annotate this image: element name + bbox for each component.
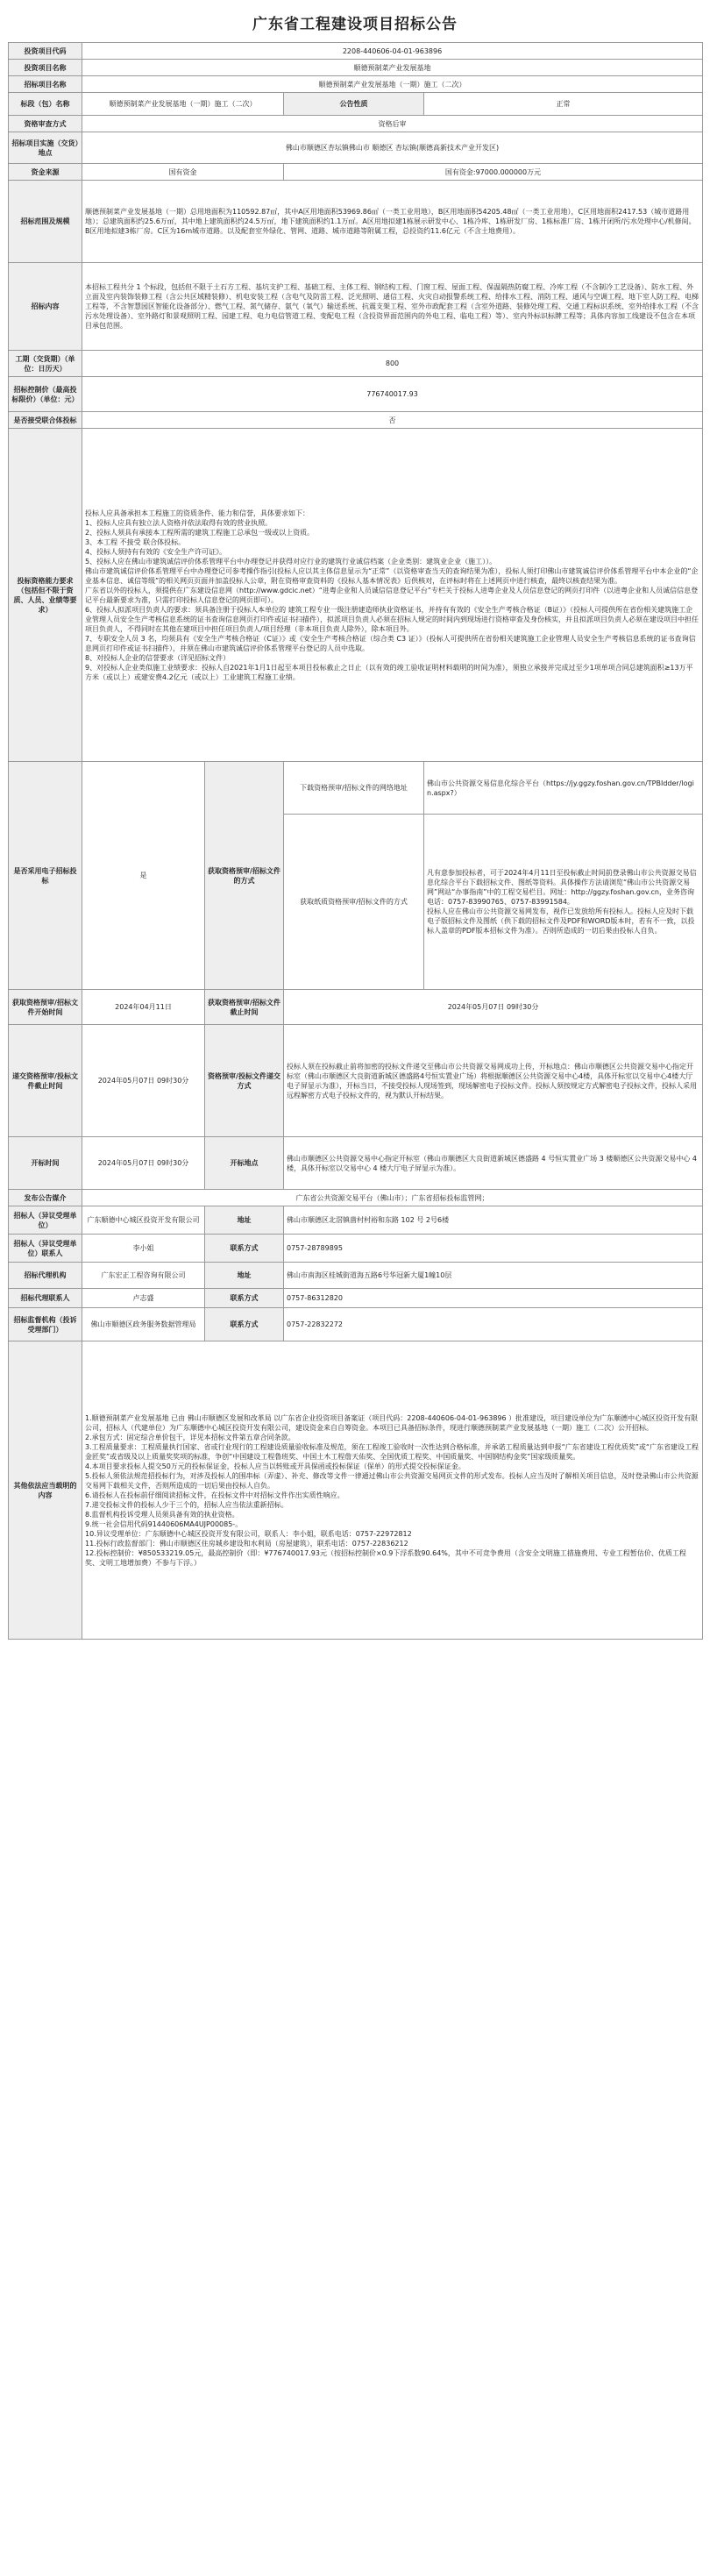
row-review-method — [9, 116, 703, 132]
tender-info-table — [8, 42, 703, 1640]
submission-deadline-value: 2024年05月07日 09时30分 — [82, 1025, 205, 1137]
qualification-value: 投标人应具备承担本工程施工的资质条件、能力和信誉，具体要求如下： 1、投标人应具有独立法人资格并依法取得有效的营业执照。 2、投标人须具有承接本工程所需的建筑工程施工总承包一级或以上资质。 3、本工程 不接受 联合体投标。 4、投标人须持有有效的《安全生产许可证》。 5、投标人应在佛山市建筑诚信评价体系管理平台中办理登记并获得对应行业的建筑行业诚信档案（企业类别：建筑业企业（施工））。 佛山市建筑诚信评价体系管理平台中办理登记可参考操作指引(投标人应以其主体信息显示为“正常”（以资格审查当天的查询结果为准），投标人须打印佛山市建筑诚信评价体系管理平台中本企业的“企业基本信息、诚信等级”的相关网页页面并加盖投标人公章，附在资格审查资料的《投标人基本情况表》后供核对，在评标时将在上述网页中进行核查，最终以核查结果为准。 广东省以外的投标人，须提供在广东建设信息网（http://www.gdcic.net）“进粤企业和人员诚信信息登记平台”专栏关于投标人进粤企业及人员信息登记的网页打印件（以进粤企业和人员诚信信息登记平台最新要求为准，只需打印投标人信息登记的网页即可）。 6、投标人拟派项目负责人的要求：须具备注册于投标人本单位的 建筑工程专业一级注册建造师执业资格证书，并持有有效的《安全生产考核合格证（B证）》（投标人可提供所在省份相关建筑施工企业管理人员安全生产考核信息系统的证书查询信息网页打印件或证书扫描件），拟派项目负责人必须在招标人规定的时间内到现场进行资格审查及身份核实，并且拟派项目负责人必须在建设项目中担任项目负责人，不得同时在其他在建项目中担任项目负责人/项目经理（非本项目负责人除外），除本项目外。 7、专职安全人员 3 名，均须具有《安全生产考核合格证（C证）》或《安全生产考核合格证（综合类 C3 证）》（投标人可提供所在省份相关建筑施工企业管理人员安全生产考核信息系统的证书查询信息网页打印件或证书扫描件），并须在佛山市建筑诚信评价体系管理平台登记的人员中选取。 8、对投标人企业的信誉要求（详见招标文件） 9、对投标人企业类似施工业绩要求：投标人自2021年1月1日起至本项目投标截止之日止（以有效的竣工验收证明材料载明的时间为准），须独立承接并完成过至少1项单项合同总建筑面积≥13万平方米（或以上）或建安费4.2亿元（或以上）工业建筑工程施工业绩。 — [82, 429, 703, 762]
row-project-name — [9, 60, 703, 76]
ceiling-price-label: 招标控制价（最高投标限价）（单位：元） — [9, 377, 82, 412]
tenderer-address-label: 地址 — [205, 1206, 284, 1235]
opening-time-value: 2024年05月07日 09时30分 — [82, 1137, 205, 1190]
electronic-bidding-value: 是 — [82, 762, 205, 990]
joint-bidding-label: 是否接受联合体投标 — [9, 412, 82, 429]
announcement-status-label: 公告性质 — [284, 93, 424, 116]
project-name-label: 投资项目名称 — [9, 60, 82, 76]
tenderer-contact-label: 招标人（异议受理单位）联系人 — [9, 1235, 82, 1263]
row-other-content — [9, 1341, 703, 1640]
get-document-method-label: 获取资格预审/招标文件的方式 — [205, 762, 284, 990]
scope-label: 招标范围及规模 — [9, 181, 82, 263]
tenderer-phone-label: 联系方式 — [205, 1235, 284, 1263]
supervisor-value: 佛山市顺德区政务服务数据管理局 — [82, 1308, 205, 1341]
document-start-value: 2024年04月11日 — [82, 990, 205, 1025]
review-method-value: 资格后审 — [82, 116, 703, 132]
location-label: 招标项目实施（交货）地点 — [9, 132, 82, 164]
duration-label: 工期（交货期）（单位：日历天） — [9, 351, 82, 377]
row-agency — [9, 1263, 703, 1289]
agency-address-value: 佛山市南海区桂城街道海五路6号华冠新大厦1幢10层 — [284, 1263, 703, 1289]
supervisor-phone-label: 联系方式 — [205, 1308, 284, 1341]
row-location — [9, 132, 703, 164]
agency-value: 广东宏正工程咨询有限公司 — [82, 1263, 205, 1289]
project-code-value: 2208-440606-04-01-963896 — [82, 43, 703, 60]
row-duration — [9, 351, 703, 377]
row-scope — [9, 181, 703, 263]
content-label: 招标内容 — [9, 263, 82, 351]
document-start-label: 获取资格预审/招标文件开始时间 — [9, 990, 82, 1025]
tenderer-address-value: 佛山市顺德区北滘镇凿村村裕和东路 102 号 2号6楼 — [284, 1206, 703, 1235]
project-name-value: 顺德预制菜产业发展基地 — [82, 60, 703, 76]
row-funding — [9, 164, 703, 181]
row-agency-contact — [9, 1289, 703, 1308]
row-project-code — [9, 43, 703, 60]
tenderer-contact-value: 李小姐 — [82, 1235, 205, 1263]
opening-place-value: 佛山市顺德区公共资源交易中心指定开标室（佛山市顺德区大良街道新城区德盛路 4 号恒实置业广场 3 楼顺德区公共资源交易中心 4 楼，具体开标室以交易中心 4 楼大厅电子屏显示为准）。 — [284, 1137, 703, 1190]
qualification-label: 投标资格能力要求（包括但不限于资质、人员、业绩等要求） — [9, 429, 82, 762]
submission-method-label: 资格预审/投标文件递交方式 — [205, 1025, 284, 1137]
document-end-label: 获取资格预审/招标文件截止时间 — [205, 990, 284, 1025]
submission-method-value: 投标人须在投标截止前将加密的投标文件递交至佛山市公共资源交易网成功上传，开标地点：佛山市顺德区公共资源交易中心指定开标室（佛山市顺德区大良街道新城区德盛路4号恒实置业广场）将根据顺德区公共资源交易中心4楼，具体开标室以交易中心4楼大厅电子屏显示为准），开标当日，不接受投标人现场签到，现场解密电子投标文件。投标人须按规定方式解密电子投标文件，投标人采用远程解密方式电子投标文件的，视为默认开标结果。 — [284, 1025, 703, 1137]
row-opening — [9, 1137, 703, 1190]
document-end-value: 2024年05月07日 09时30分 — [284, 990, 703, 1025]
section-name-value: 顺德预制菜产业发展基地（一期）施工（二次） — [82, 93, 284, 116]
row-section-name — [9, 93, 703, 116]
duration-value: 800 — [82, 351, 703, 377]
row-content — [9, 263, 703, 351]
agency-phone-label: 联系方式 — [205, 1289, 284, 1308]
tender-project-name-label: 招标项目名称 — [9, 76, 82, 93]
row-media — [9, 1190, 703, 1206]
row-document-timing — [9, 990, 703, 1025]
opening-time-label: 开标时间 — [9, 1137, 82, 1190]
download-address-label: 下载资格预审/招标文件的网络地址 — [284, 762, 424, 815]
tenderer-label: 招标人（异议受理单位） — [9, 1206, 82, 1235]
agency-address-label: 地址 — [205, 1263, 284, 1289]
joint-bidding-value: 否 — [82, 412, 703, 429]
other-content-value: 1.顺德预制菜产业发展基地 已由 佛山市顺德区发展和改革局 以广东省企业投资项目备案证（项目代码：2208-440606-04-01-963896 ）批准建设，项目建设单位为广东顺德中心城区投资开发有限公司，招标人（代建单位）为广东顺德中心城区投资开发有限公司，建设资金来自自筹资金。本项目已具备招标条件，现进行顺德预制菜产业发展基地（一期）施工（二次）公开招标。 2.承包方式：固定综合单价包干，详见本招标文件第五章合同条款。 3.工程质量要求：工程质量执行国家、省或行业现行的工程建设质量验收标准及规范，须在工程竣工验收时一次性达到合格标准，并承诺工程质量达到申报“广东省建设工程优质奖”或“广东省建设工程金匠奖”或省级及以上质量奖奖项的标准，争创“中国建设工程鲁班奖、中国土木工程詹天佑奖、全国优质工程奖、中国质量奖、中国钢结构金奖”国家级质量奖。 4.本项目要求投标人提交50万元的投标保证金，投标人应当以转账或开具保函或投标保证（保单）的形式提交投标保证金。 5.投标人须依法规范招投标行为，对涉及投标人的围串标（弄虚）、补充、修改等文件一律通过佛山市公共资源交易网页文件的形式发布。投标人应当及时了解相关项目信息，及时登录佛山市公共资源交易网下载相关文件，否则所造成的一切后果由投标人自负。 6.请投标人在投标前仔细阅读招标文件，在投标文件中对招标文件作出实质性响应。 7.递交投标文件的投标人少于三个的，招标人应当依法重新招标。 8.监督机构投诉受理人员须具备有效的执业资格。 9.统一社会信用代码91440606MA4UJP00085-。 10.异议受理单位：广东顺德中心城区投资开发有限公司，联系人：李小姐，联系电话：0757-22972812 11.投标行政监督部门：佛山市顺德区住房城乡建设和水利局（房屋建筑），联系电话：0757-22836212 12.投标控制价：¥850533219.05元，最高控制价（即：¥776740017.93元（按招标控制价×0.9下浮系数90.64%，其中不可竞争费用（含安全文明施工措施费用、专业工程暂估价、优质工程奖、文明工地增加费）不参与下浮。） — [82, 1341, 703, 1640]
location-value: 佛山市顺德区杏坛镇佛山市 顺德区 杏坛镇(顺德高新技术产业开发区) — [82, 132, 703, 164]
supervisor-phone-value: 0757-22832272 — [284, 1308, 703, 1341]
review-method-label: 资格审查方式 — [9, 116, 82, 132]
paper-document-method-label: 获取纸质资格预审/招标文件的方式 — [284, 815, 424, 990]
row-supervisor — [9, 1308, 703, 1341]
row-tender-project-name — [9, 76, 703, 93]
row-joint-bidding — [9, 412, 703, 429]
agency-contact-value: 卢志盛 — [82, 1289, 205, 1308]
funding-source-value: 国有资金 — [82, 164, 284, 181]
row-electronic-download — [9, 762, 703, 815]
scope-value: 顺德预制菜产业发展基地（一期）总用地面积为110592.87㎡，其中A区用地面积53969.86㎡（一类工业用地），B区用地面积54205.48㎡（一类工业用地），C区用地面积2417.53（城市道路用地）；总建筑面积约25.6万㎡，其中地上建筑面积约24.5万㎡，地下建筑面积约1.1万㎡。A区用地拟建1栋展示研发中心、1栋冷库、1栋研发厂房、1栋标准厂房、1栋开闭所/污水处理中心/机修间。B区用地拟建3栋厂房。C区为16m城市道路。以及配套室外绿化、管网、道路、城市道路等附属工程，总投资约11.6亿元（不含土地费用）。 — [82, 181, 703, 263]
project-code-label: 投资项目代码 — [9, 43, 82, 60]
row-tenderer-contact — [9, 1235, 703, 1263]
paper-document-method-value: 凡有意参加投标者，可于2024年4月11日至投标截止时间前登录佛山市公共资源交易信息化综合平台下载招标文件、图纸等资料。具体操作方法请浏览“佛山市公共资源交易网”网站“办事指南”中的工程交易栏目。网址：http://ggzy.foshan.gov.cn，业务咨询电话：0757-83990765、0757-83991584。 投标人应在佛山市公共资源交易网发布，视作已发放给所有投标人。投标人应及时下载电子版招标文件及图纸（供下载的招标文件及PDF和WORD版本时，若有不一致，以投标人盖章的PDF版本招标文件为准）。否则所造成的一切后果由投标人自负。 — [424, 815, 703, 990]
download-address-value[interactable]: 佛山市公共资源交易信息化综合平台（https://jy.ggzy.foshan.gov.cn/TPBIdder/login.aspx?） — [424, 762, 703, 815]
section-name-label: 标段（包）名称 — [9, 93, 82, 116]
submission-deadline-label: 递交资格预审/投标文件截止时间 — [9, 1025, 82, 1137]
row-qualification — [9, 429, 703, 762]
page-title: 广东省工程建设项目招标公告 — [252, 16, 458, 33]
other-content-label: 其他依法应当载明的内容 — [9, 1341, 82, 1640]
row-ceiling-price — [9, 377, 703, 412]
supervisor-label: 招标监督机构（投诉受理部门） — [9, 1308, 82, 1341]
media-value: 广东省公共资源交易平台（佛山市）；广东省招标投标监管网； — [82, 1190, 703, 1206]
funding-label: 资金来源 — [9, 164, 82, 181]
agency-label: 招标代理机构 — [9, 1263, 82, 1289]
tenderer-value: 广东顺德中心城区投资开发有限公司 — [82, 1206, 205, 1235]
agency-phone-value: 0757-86312820 — [284, 1289, 703, 1308]
row-tenderer — [9, 1206, 703, 1235]
ceiling-price-value: 776740017.93 — [82, 377, 703, 412]
announcement-status-value: 正常 — [424, 93, 703, 116]
tender-project-name-value: 顺德预制菜产业发展基地（一期）施工（二次） — [82, 76, 703, 93]
row-submission-deadline — [9, 1025, 703, 1137]
media-label: 发布公告媒介 — [9, 1190, 82, 1206]
agency-contact-label: 招标代理联系人 — [9, 1289, 82, 1308]
electronic-bidding-label: 是否采用电子招标投标 — [9, 762, 82, 990]
funding-ratio-value: 国有资金:97000.000000万元 — [284, 164, 703, 181]
content-value: 本招标工程共分 1 个标段，包括但不限于土石方工程、基坑支护工程、基础工程、主体工程、钢结构工程、门窗工程、屋面工程、保温隔热防腐工程、冷库工程（不含制冷工艺设备）、防水工程、外立面及室内装饰装修工程（含公共区域精装修）、机电安装工程（含电气及防雷工程、泛光照明、通信工程、火灾自动报警系统工程、给排水工程、消防工程、通风与空调工程、地下室人防工程、电梯工程等，不含智慧园区智能化设备部分）、燃气工程、氮气储存、氨气（氧气）输送系统、抗震支架工程、室外市政配套工程（含室外道路、装修处理工程、交通工程标识系统、室外给排水工程（不含污水处理设备）、室外路灯和景观照明工程、园建工程、电力电信管道工程、变配电工程（含投资界面范围内的外电工程、临电工程）等）、室内外标识标牌工程等；具体内容加工线建设不包含在本项目承包范围。 — [82, 263, 703, 351]
opening-place-label: 开标地点 — [205, 1137, 284, 1190]
tenderer-phone-value: 0757-28789895 — [284, 1235, 703, 1263]
